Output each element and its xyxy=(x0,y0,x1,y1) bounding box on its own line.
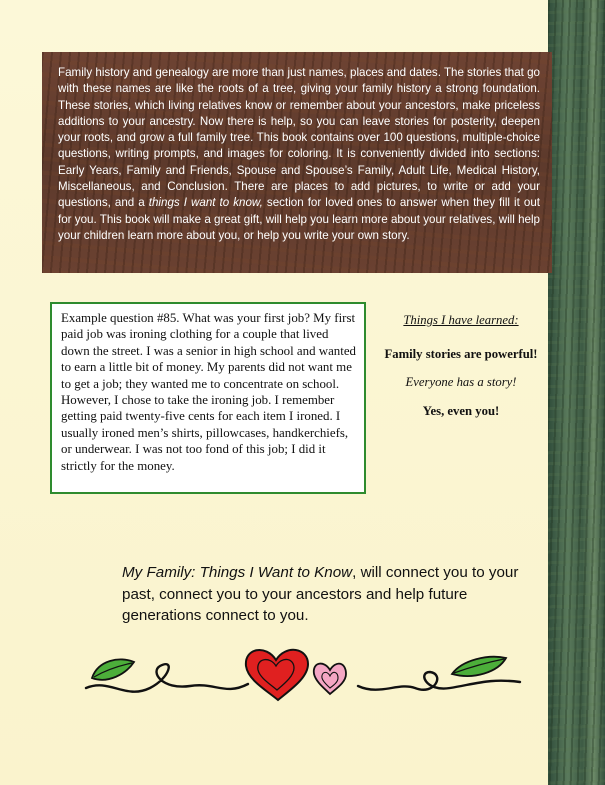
leaf-icon xyxy=(92,659,134,679)
tree-bark-border xyxy=(548,0,605,785)
closing-statement xyxy=(122,562,522,627)
intro-text-part-2: section for loved ones to answer when they fill it out for you. This book will make a great gift, will help you learn more about your relatives, will help your children learn more about you, or help you write your own story. xyxy=(58,196,540,242)
things-learned-line-1: Family stories are powerful! xyxy=(384,347,538,361)
vine-decoration xyxy=(80,638,525,703)
closing-text: , will connect you to your past, connect you to your ancestors and help future generations connect to you. xyxy=(122,564,519,624)
example-question-box xyxy=(50,302,366,494)
heart-icon xyxy=(246,650,308,700)
example-question-text: Example question #85. What was your first job? My first paid job was ironing clothing for a couple that lived down the street. I was a senior in high school and wanted to earn a little bit of money. My parents did not want me to get a job; they wanted me to concentrate on school. However, I chose to take the ironing job. I remember getting paid twenty-five cents for each item I ironed. I usually ironed men’s shirts, pillowcases, handkerchiefs, or underwear. I was not too fond of this job; I did it strictly for the money. xyxy=(61,311,356,473)
things-learned-line-3: Yes, even you! xyxy=(422,404,500,418)
things-learned-heading: Things I have learned: xyxy=(403,313,519,327)
leaf-icon xyxy=(452,657,506,676)
intro-paragraph xyxy=(58,65,540,244)
closing-paragraph xyxy=(122,562,522,627)
book-title: My Family: Things I Want to Know xyxy=(122,564,353,581)
heart-icon xyxy=(314,664,346,694)
things-learned-panel xyxy=(382,313,540,419)
intro-text-box xyxy=(42,52,552,273)
intro-text-part-1: Family history and genealogy are more than just names, places and dates. The stories that go with these names are like the roots of a tree, giving your family history a strong foundation. These stories, which living relatives know or remember about your ancestors, make priceless additions to your ancestry. Now there is help, so you can leave stories for posterity, deepen your roots, and grow a full family tree. This book contains over 100 questions, multiple-choice questions, writing prompts, and images for coloring. It is conveniently divided into sections: Early Years, Family and Friends, Spouse and Spouse’s Family, Adult Life, Medical History, Miscellaneous, and Conclusion. There are places to add pictures, to write or add your questions, and a xyxy=(58,66,540,210)
things-learned-line-2: Everyone has a story! xyxy=(405,375,517,389)
intro-italic-phrase: things I want to know, xyxy=(148,196,263,210)
